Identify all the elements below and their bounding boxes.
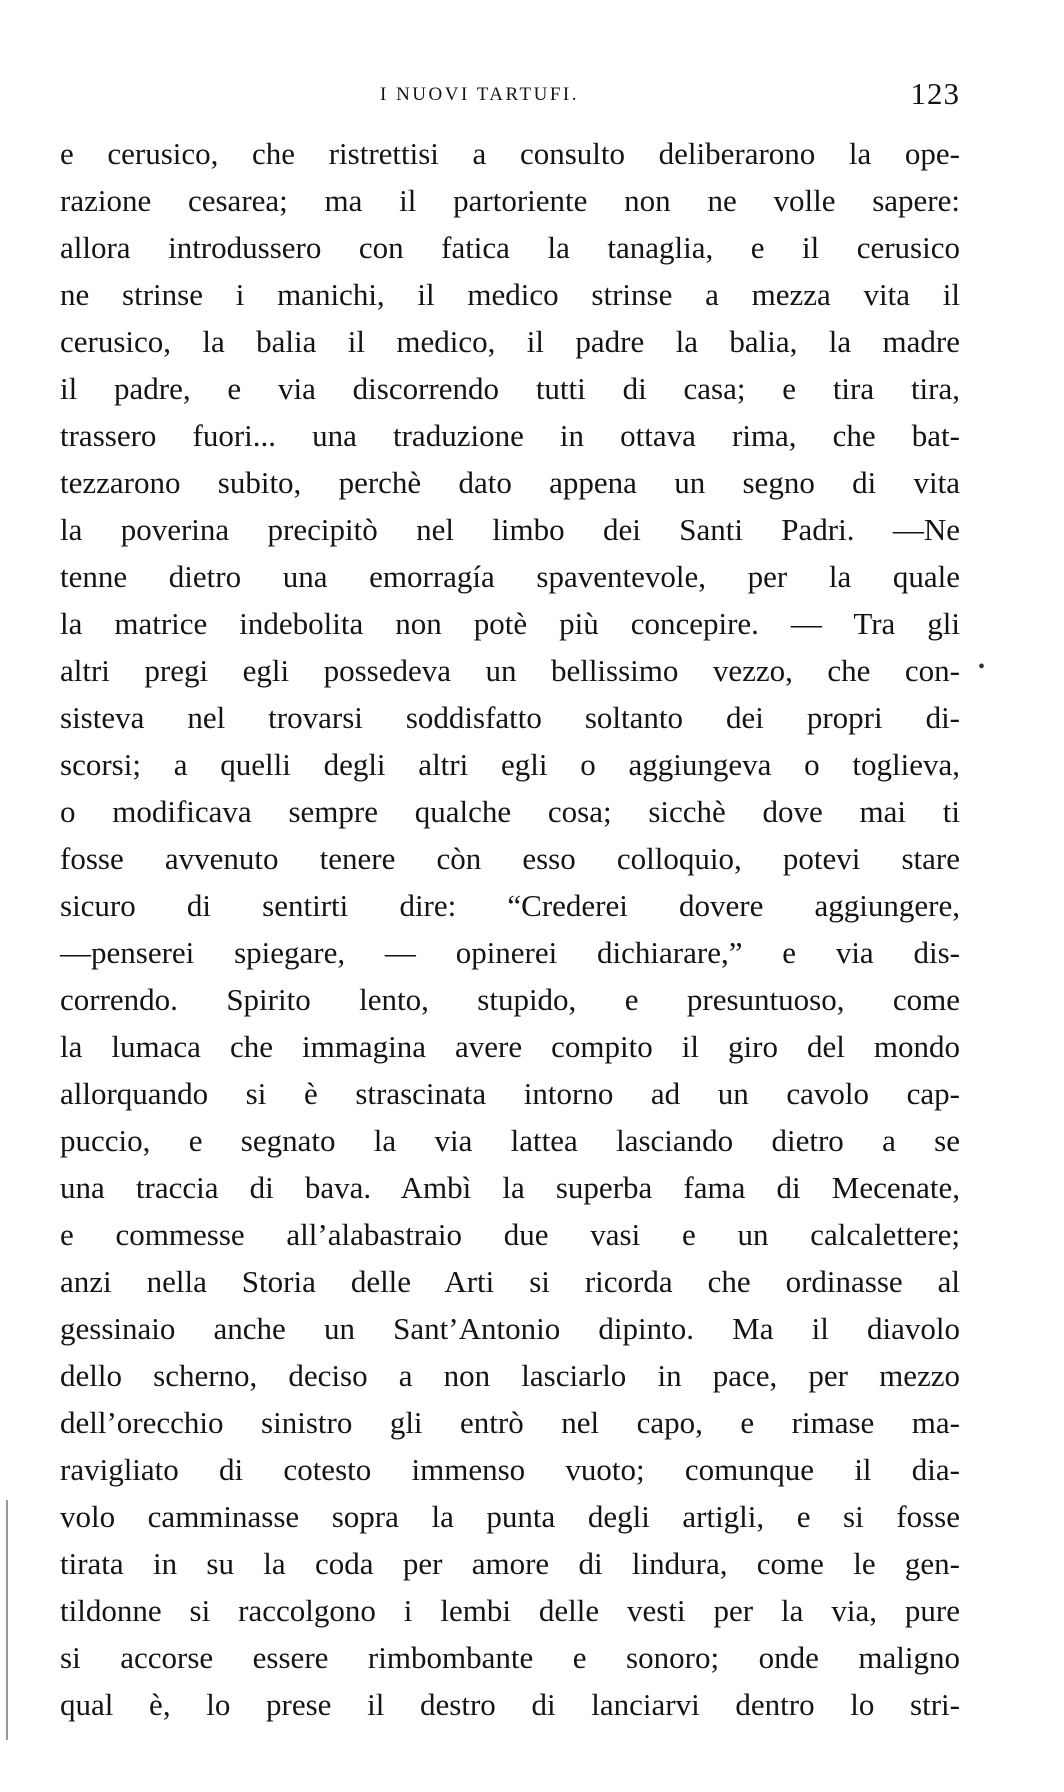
text-line: ravigliato di cotesto immenso vuoto; comunque il dia- [60, 1452, 960, 1487]
text-line: cerusico, la balia il medico, il padre la balia, la madre [60, 324, 960, 359]
text-line: o modificava sempre qualche cosa; sicchè dove mai ti [60, 794, 960, 829]
text-line: razione cesarea; ma il partoriente non ne volle sapere: [60, 183, 960, 218]
text-line: tirata in su la coda per amore di lindura, come le gen- [60, 1546, 960, 1581]
text-line: tildonne si raccolgono i lembi delle vesti per la via, pure [60, 1593, 960, 1628]
text-line: la lumaca che immagina avere compito il giro del mondo [60, 1029, 960, 1064]
body-text [60, 130, 960, 1728]
running-title: I NUOVI TARTUFI. [380, 84, 580, 105]
text-line: anzi nella Storia delle Arti si ricorda che ordinasse al [60, 1264, 960, 1299]
margin-dot-mark: • [978, 656, 986, 678]
text-line: dell’orecchio sinistro gli entrò nel capo, e rimase ma- [60, 1405, 960, 1440]
text-line: tezzarono subito, perchè dato appena un segno di vita [60, 465, 960, 500]
text-line: la poverina precipitò nel limbo dei Santi Padri. —Ne [60, 512, 960, 547]
text-line: qual è, lo prese il destro di lanciarvi dentro lo stri- [60, 1687, 960, 1722]
text-line: correndo. Spirito lento, stupido, e presuntuoso, come [60, 982, 960, 1017]
text-line: si accorse essere rimbombante e sonoro; onde maligno [60, 1640, 960, 1675]
text-line: trassero fuori... una traduzione in ottava rima, che bat- [60, 418, 960, 453]
margin-scan-rule [6, 1500, 8, 1740]
text-line: allorquando si è strascinata intorno ad un cavolo cap- [60, 1076, 960, 1111]
text-line: allora introdussero con fatica la tanaglia, e il cerusico [60, 230, 960, 265]
text-line: fosse avvenuto tenere còn esso colloquio, potevi stare [60, 841, 960, 876]
text-line: la matrice indebolita non potè più concepire. — Tra gli [60, 606, 960, 641]
text-line: sisteva nel trovarsi soddisfatto soltanto dei propri di- [60, 700, 960, 735]
text-line: ne strinse i manichi, il medico strinse a mezza vita il [60, 277, 960, 312]
text-line: sicuro di sentirti dire: “Crederei dovere aggiungere, [60, 888, 960, 923]
text-line: puccio, e segnato la via lattea lasciando dietro a se [60, 1123, 960, 1158]
text-line: —penserei spiegare, — opinerei dichiarare,” e via dis- [60, 935, 960, 970]
text-line: il padre, e via discorrendo tutti di casa; e tira tira, [60, 371, 960, 406]
text-line: altri pregi egli possedeva un bellissimo vezzo, che con- [60, 653, 960, 688]
text-line: dello scherno, deciso a non lasciarlo in pace, per mezzo [60, 1358, 960, 1393]
text-line: una traccia di bava. Ambì la superba fama di Mecenate, [60, 1170, 960, 1205]
text-line: volo camminasse sopra la punta degli artigli, e si fosse [60, 1499, 960, 1534]
text-line: e commesse all’alabastraio due vasi e un calcalettere; [60, 1217, 960, 1252]
text-line: gessinaio anche un Sant’Antonio dipinto. Ma il diavolo [60, 1311, 960, 1346]
text-line: e cerusico, che ristrettisi a consulto deliberarono la ope- [60, 136, 960, 171]
text-line: scorsi; a quelli degli altri egli o aggiungeva o toglieva, [60, 747, 960, 782]
text-line: tenne dietro una emorragía spaventevole, per la quale [60, 559, 960, 594]
running-head [60, 70, 960, 110]
page-number: 123 [910, 76, 960, 111]
